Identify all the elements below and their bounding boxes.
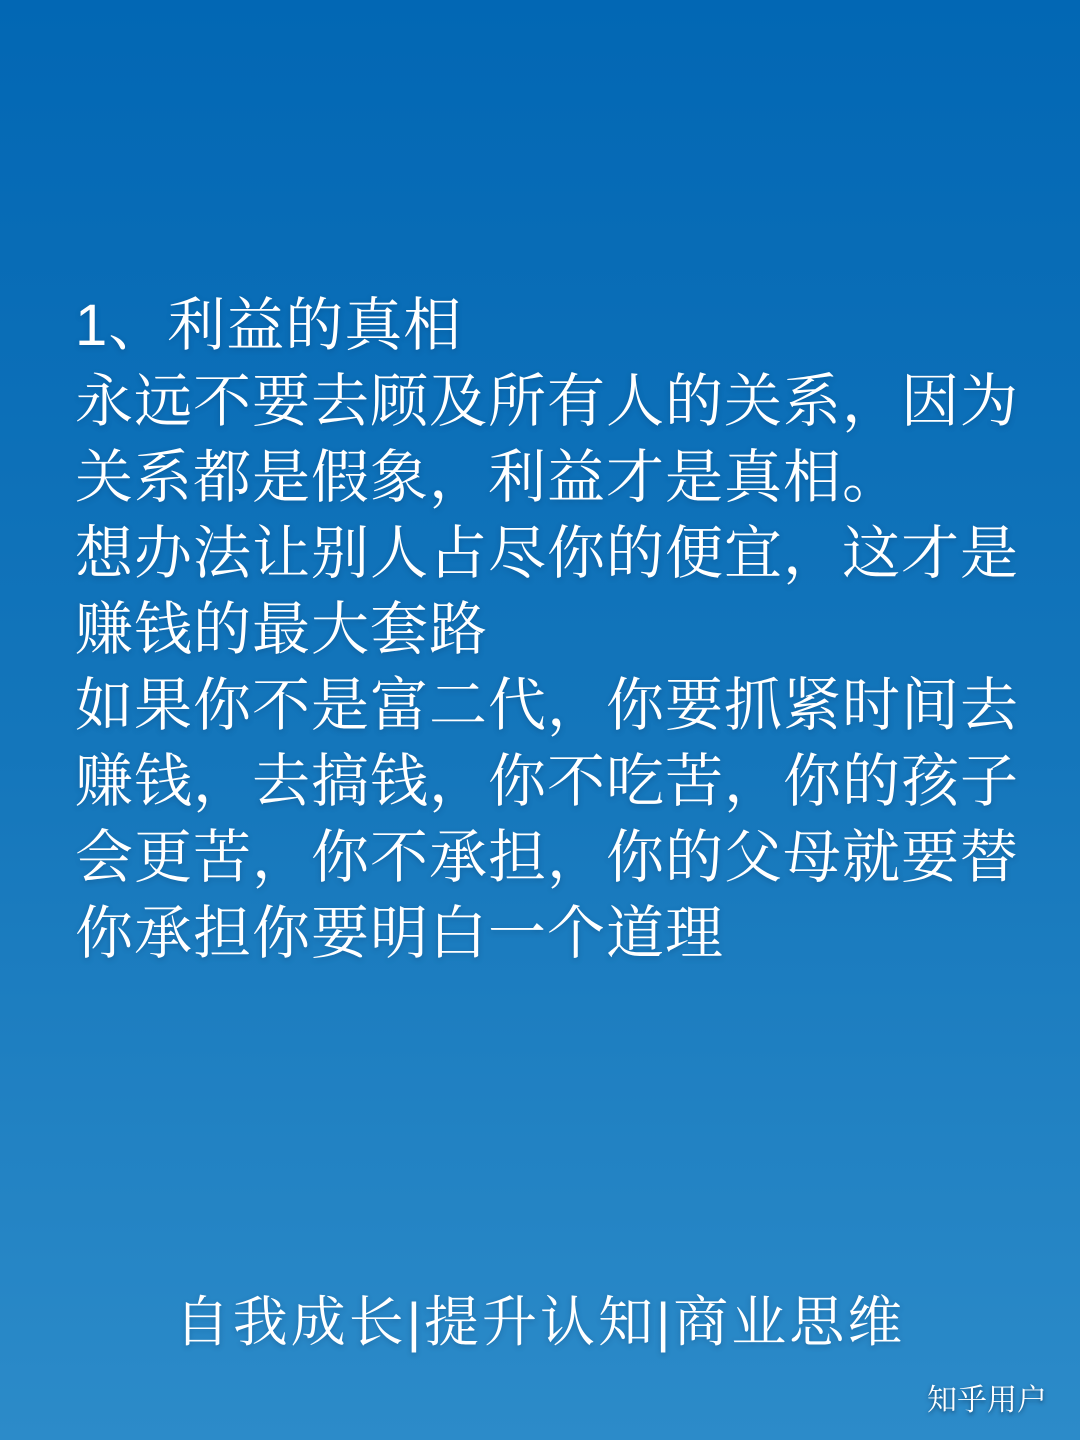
paragraph3-line4: 你承担你要明白一个道理: [75, 901, 725, 966]
quote-text-block: [75, 288, 1050, 972]
section-title: 1、利益的真相: [75, 293, 463, 358]
paragraph2-line1: 想办法让别人占尽你的便宜，这才是: [75, 521, 1020, 586]
paragraph2-line2: 赚钱的最大套路: [75, 597, 489, 662]
paragraph3-line3: 会更苦，你不承担，你的父母就要替: [75, 825, 1020, 890]
footer-topic-tags: 自我成长|提升认知|商业思维: [174, 1291, 906, 1353]
paragraph1-line2: 关系都是假象，利益才是真相。: [75, 445, 902, 510]
paragraph3-line2: 赚钱，去搞钱，你不吃苦，你的孩子: [75, 749, 1020, 814]
paragraph1-line1: 永远不要去顾及所有人的关系，因为: [75, 369, 1020, 434]
zhihu-user-watermark: 知乎用户: [927, 1384, 1047, 1417]
paragraph3-line1: 如果你不是富二代，你要抓紧时间去: [75, 673, 1020, 738]
